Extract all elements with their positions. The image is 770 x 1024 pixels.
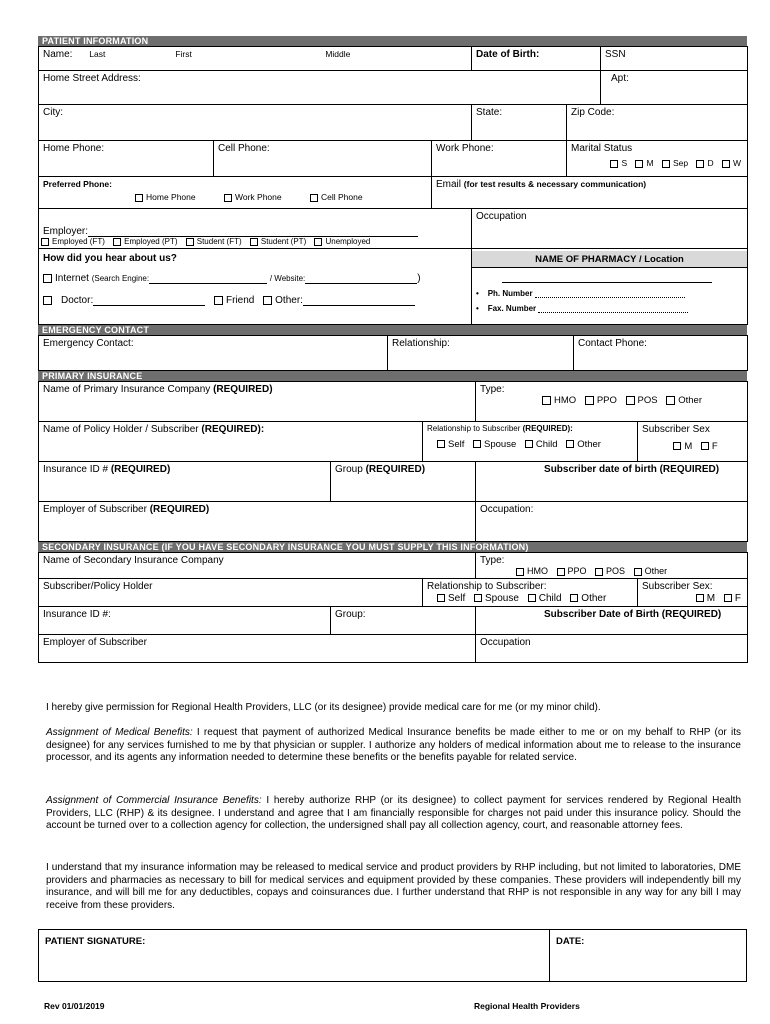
student-ft-checkbox[interactable] — [186, 238, 194, 246]
friend-checkbox[interactable] — [214, 296, 223, 305]
primary-sex-m-checkbox[interactable] — [673, 442, 681, 450]
pref-cell-label: Cell Phone — [321, 192, 363, 202]
commercial-benefits-text: I hereby authorize RHP (or its designee) to collect payment for services rendered by Regional Health Providers, LLC (RHP) & its designee. I understand and agree that I am financially responsible for charges not paid under this insurance policy. Should the account be turned over to a collection agency for collection, the undersigned shall pay all collection agency, court, and reasonable attorney fees. — [46, 795, 741, 831]
primary-type-field — [476, 382, 748, 422]
primary-child-checkbox[interactable] — [525, 440, 533, 448]
section-header-secondary: SECONDARY INSURANCE (IF YOU HAVE SECONDARY INSURANCE YOU MUST SUPPLY THIS INFORMATION) — [38, 542, 747, 552]
primary-ppo-checkbox[interactable] — [585, 396, 594, 405]
work-phone-label: Work Phone: — [436, 143, 494, 154]
relationship-label: Relationship: — [392, 338, 450, 349]
primary-pos-checkbox[interactable] — [626, 396, 635, 405]
state-field[interactable] — [472, 105, 567, 141]
patient-table — [38, 46, 748, 325]
secondary-type-field — [476, 553, 748, 579]
emp-ft-checkbox[interactable] — [41, 238, 49, 246]
doctor-label: Doctor: — [61, 295, 94, 306]
other-input[interactable] — [303, 305, 415, 306]
secondary-holder-label: Subscriber/Policy Holder — [43, 581, 153, 592]
ssn-field[interactable] — [601, 47, 748, 71]
primary-id-required: (REQUIRED) — [110, 464, 171, 475]
state-label: State: — [476, 107, 503, 118]
doctor-checkbox[interactable] — [43, 296, 52, 305]
primary-company-label: Name of Primary Insurance Company — [43, 384, 211, 395]
secondary-spouse-checkbox[interactable] — [474, 594, 482, 602]
city-label: City: — [43, 107, 63, 118]
internet-label: Internet — [55, 273, 89, 284]
marital-options — [571, 158, 743, 168]
apt-field[interactable] — [601, 71, 748, 105]
unemployed-checkbox[interactable] — [314, 238, 322, 246]
primary-holder-label: Name of Policy Holder / Subscriber — [43, 424, 199, 435]
secondary-group-label: Group: — [335, 609, 366, 620]
section-header-emergency: EMERGENCY CONTACT — [38, 325, 747, 335]
primary-sub-dob-label: Subscriber date of birth (REQUIRED) — [544, 464, 720, 475]
pref-work-checkbox[interactable] — [224, 194, 232, 202]
organization-footer: Regional Health Providers — [474, 1001, 580, 1011]
emp-ft-label: Employed (FT) — [52, 237, 105, 246]
pref-cell-checkbox[interactable] — [310, 194, 318, 202]
marital-s-checkbox[interactable] — [610, 160, 618, 168]
dob-label: Date of Birth: — [476, 49, 540, 60]
city-field[interactable] — [39, 105, 472, 141]
secondary-table — [38, 552, 748, 663]
primary-self-checkbox[interactable] — [437, 440, 445, 448]
secondary-sex-f-label: F — [734, 593, 741, 604]
home-phone-label: Home Phone: — [43, 143, 105, 154]
medical-benefits-title: Assignment of Medical Benefits: — [46, 727, 193, 738]
secondary-employer-label: Employer of Subscriber — [43, 637, 147, 648]
commercial-benefits-title: Assignment of Commercial Insurance Benefits: — [46, 795, 262, 806]
patient-signature-label: PATIENT SIGNATURE: — [45, 936, 146, 947]
friend-label: Friend — [226, 295, 255, 306]
primary-occupation-label: Occupation: — [480, 504, 534, 515]
pharmacy-phone-input[interactable] — [535, 297, 685, 298]
secondary-other-rel-checkbox[interactable] — [570, 594, 578, 602]
secondary-occupation-label: Occupation — [480, 637, 531, 648]
marital-sep-label: Sep — [672, 158, 689, 168]
signature-divider — [549, 930, 550, 981]
pref-home-checkbox[interactable] — [135, 194, 143, 202]
website-label: / Website: — [269, 274, 306, 283]
primary-id-label: Insurance ID # — [43, 464, 109, 475]
apt-label: Apt: — [611, 73, 629, 84]
secondary-group-field[interactable] — [331, 607, 476, 635]
secondary-sex-f-checkbox[interactable] — [724, 594, 732, 602]
referral-field — [39, 249, 472, 325]
secondary-company-label: Name of Secondary Insurance Company — [43, 555, 224, 566]
employer-field[interactable] — [39, 209, 472, 249]
secondary-other-rel-label: Other — [581, 593, 607, 604]
contact-phone-field[interactable] — [574, 336, 748, 371]
employer-label: Employer: — [43, 226, 89, 237]
middle-label: Middle — [325, 49, 351, 59]
secondary-type-label: Type: — [480, 555, 505, 566]
primary-group-field[interactable] — [331, 462, 476, 502]
other-label: Other: — [275, 295, 303, 306]
emergency-contact-field[interactable] — [39, 336, 388, 371]
primary-self-label: Self — [448, 439, 465, 450]
marital-w-label: W — [732, 158, 741, 168]
pharmacy-fax-row: • Fax. Number — [476, 304, 743, 313]
website-input[interactable] — [305, 283, 417, 284]
primary-employer-field[interactable] — [39, 502, 476, 542]
primary-hmo-label: HMO — [554, 395, 577, 406]
primary-company-required: (REQUIRED) — [213, 384, 273, 395]
marital-sep-checkbox[interactable] — [662, 160, 670, 168]
emergency-contact-label: Emergency Contact: — [43, 338, 134, 349]
cell-phone-label: Cell Phone: — [218, 143, 270, 154]
name-label: Name: — [43, 49, 73, 60]
street-label: Home Street Address: — [43, 73, 141, 84]
search-engine-input[interactable] — [149, 283, 267, 284]
secondary-sex-m-label: M — [706, 593, 716, 604]
cell-phone-field[interactable] — [214, 141, 432, 177]
student-ft-label: Student (FT) — [196, 237, 242, 246]
primary-hmo-checkbox[interactable] — [542, 396, 551, 405]
primary-child-label: Child — [535, 439, 558, 450]
marital-label: Marital Status — [571, 143, 633, 154]
primary-type-options — [480, 395, 743, 406]
commercial-benefits-paragraph — [46, 795, 741, 833]
secondary-occupation-field[interactable] — [476, 635, 748, 663]
contact-phone-label: Contact Phone: — [578, 338, 647, 349]
unemployed-label: Unemployed — [325, 237, 371, 246]
emp-pt-label: Employed (PT) — [124, 237, 178, 246]
primary-pos-label: POS — [637, 395, 658, 406]
section-header-patient: PATIENT INFORMATION — [38, 36, 747, 46]
section-header-primary: PRIMARY INSURANCE — [38, 371, 747, 381]
secondary-rel-options — [427, 593, 633, 604]
marital-s-label: S — [621, 158, 628, 168]
primary-id-field[interactable] — [39, 462, 331, 502]
secondary-employer-field[interactable] — [39, 635, 476, 663]
primary-sex-label: Subscriber Sex — [642, 424, 710, 435]
primary-ppo-label: PPO — [596, 395, 617, 406]
pharmacy-name-line[interactable] — [502, 282, 712, 283]
primary-rel-label: Relationship to Subscriber — [427, 424, 521, 433]
permission-paragraph: I hereby give permission for Regional Health Providers, LLC (or its designee) provide medical care for me (or my minor child). — [46, 702, 601, 713]
employment-options — [39, 237, 467, 246]
primary-relationship-field — [423, 422, 638, 462]
secondary-id-field[interactable] — [39, 607, 331, 635]
doctor-row — [43, 295, 467, 306]
work-phone-field[interactable] — [432, 141, 567, 177]
signature-box — [38, 929, 747, 982]
dob-field[interactable] — [472, 47, 601, 71]
emergency-table — [38, 335, 748, 371]
occupation-field[interactable] — [472, 209, 748, 249]
primary-spouse-checkbox[interactable] — [473, 440, 481, 448]
pharmacy-phone-label: Ph. Number — [487, 289, 533, 298]
primary-rel-options — [427, 439, 633, 450]
marital-d-checkbox[interactable] — [696, 160, 704, 168]
primary-sex-m-label: M — [684, 441, 693, 452]
student-pt-checkbox[interactable] — [250, 238, 258, 246]
secondary-company-field[interactable] — [39, 553, 476, 579]
name-field[interactable] — [39, 47, 472, 71]
pharmacy-title: NAME OF PHARMACY / Location — [472, 251, 747, 268]
primary-sex-field — [638, 422, 748, 462]
zip-field[interactable] — [567, 105, 748, 141]
primary-other-label: Other — [678, 395, 703, 406]
home-phone-field[interactable] — [39, 141, 214, 177]
primary-other-rel-label: Other — [577, 439, 601, 450]
secondary-id-label: Insurance ID #: — [43, 609, 111, 620]
primary-group-label: Group — [335, 464, 363, 475]
marital-d-label: D — [707, 158, 714, 168]
primary-employer-required: (REQUIRED) — [149, 504, 210, 515]
zip-label: Zip Code: — [571, 107, 615, 118]
pharmacy-field[interactable] — [472, 249, 748, 325]
primary-sub-dob-field[interactable] — [476, 462, 748, 502]
secondary-other-label: Other — [644, 566, 668, 576]
secondary-sex-label: Subscriber Sex: — [642, 581, 713, 592]
secondary-child-label: Child — [538, 593, 562, 604]
referral-question: How did you hear about us? — [43, 253, 177, 264]
pref-home-label: Home Phone — [146, 192, 196, 202]
email-label: Email — [436, 179, 462, 190]
signature-date-label: DATE: — [556, 936, 585, 947]
ssn-label: SSN — [605, 49, 626, 60]
primary-spouse-label: Spouse — [484, 439, 517, 450]
primary-holder-field[interactable] — [39, 422, 423, 462]
pharmacy-fax-label: Fax. Number — [487, 304, 537, 313]
primary-occupation-field[interactable] — [476, 502, 748, 542]
secondary-spouse-label: Spouse — [485, 593, 519, 604]
preferred-phone-options — [43, 192, 427, 202]
relationship-field[interactable] — [388, 336, 574, 371]
secondary-sub-dob-label: Subscriber Date of Birth (REQUIRED) — [544, 609, 722, 620]
occupation-label: Occupation — [476, 211, 527, 222]
secondary-child-checkbox[interactable] — [528, 594, 536, 602]
primary-sex-f-label: F — [711, 441, 718, 452]
primary-sex-options — [642, 441, 743, 452]
email-note: (for test results & necessary communication) — [463, 179, 647, 189]
student-pt-label: Student (PT) — [260, 237, 307, 246]
primary-holder-required: (REQUIRED): — [201, 424, 265, 435]
primary-sex-f-checkbox[interactable] — [701, 442, 709, 450]
preferred-phone-label: Preferred Phone: — [43, 179, 112, 189]
primary-other-checkbox[interactable] — [666, 396, 675, 405]
pharmacy-phone-row: • Ph. Number — [476, 289, 743, 298]
secondary-self-label: Self — [448, 593, 466, 604]
emp-pt-checkbox[interactable] — [113, 238, 121, 246]
marital-w-checkbox[interactable] — [722, 160, 730, 168]
secondary-sex-field — [638, 579, 748, 607]
pref-work-label: Work Phone — [235, 192, 282, 202]
employer-line — [43, 226, 467, 237]
secondary-sub-dob-field[interactable] — [476, 607, 748, 635]
search-engine-label: (Search Engine: — [91, 274, 150, 283]
secondary-sex-m-checkbox[interactable] — [696, 594, 704, 602]
primary-other-rel-checkbox[interactable] — [566, 440, 574, 448]
secondary-other-checkbox[interactable] — [634, 568, 642, 576]
release-paragraph: I understand that my insurance information may be released to medical service and product providers by RHP including, but not limited to laboratories, DME providers and pharmacies as necessary to bill for medical services and equipment provided by these companies. These providers will independently bill my insurance, and will bill me for any deductibles, copays and coinsurances due. I further understand that RHP is not responsible in any way for any bill I may receive from these providers. — [46, 862, 741, 911]
secondary-holder-field[interactable] — [39, 579, 423, 607]
marital-m-checkbox[interactable] — [635, 160, 643, 168]
primary-type-label: Type: — [480, 384, 505, 395]
other-checkbox[interactable] — [263, 296, 272, 305]
secondary-hmo-checkbox[interactable] — [516, 568, 524, 576]
secondary-type-options — [480, 566, 743, 576]
email-field[interactable] — [432, 177, 748, 209]
last-label: Last — [89, 49, 106, 59]
primary-company-field[interactable] — [39, 382, 476, 422]
first-label: First — [175, 49, 192, 59]
secondary-ppo-label: PPO — [567, 566, 587, 576]
street-field[interactable] — [39, 71, 601, 105]
preferred-phone-field — [39, 177, 432, 209]
secondary-pos-label: POS — [606, 566, 626, 576]
doctor-input[interactable] — [93, 305, 205, 306]
primary-table — [38, 381, 748, 542]
secondary-rel-label: Relationship to Subscriber: — [427, 581, 547, 592]
marital-status-field — [567, 141, 748, 177]
secondary-self-checkbox[interactable] — [437, 594, 445, 602]
secondary-hmo-label: HMO — [527, 566, 548, 576]
intake-form — [38, 36, 747, 663]
internet-close-paren: ) — [417, 273, 421, 284]
revision-label: Rev 01/01/2019 — [44, 1001, 105, 1011]
internet-row — [43, 273, 467, 284]
medical-benefits-text: I request that payment of authorized Medical Insurance benefits be made either to me or on my behalf to RHP (or its designee) for any services furnished to me by that physician or suppler. I authorize any holders of medical information about me to release to the insurance processor, and its agents any information needed to determine these benefits or the benefits payable for related service. — [46, 727, 741, 763]
marital-m-label: M — [646, 158, 654, 168]
secondary-sex-options — [642, 593, 743, 604]
secondary-ppo-checkbox[interactable] — [557, 568, 565, 576]
primary-group-required: (REQUIRED) — [365, 464, 426, 475]
primary-rel-required: (REQUIRED): — [522, 424, 573, 433]
pharmacy-fax-input[interactable] — [538, 312, 688, 313]
internet-checkbox[interactable] — [43, 274, 52, 283]
secondary-relationship-field — [423, 579, 638, 607]
primary-employer-label: Employer of Subscriber — [43, 504, 147, 515]
medical-benefits-paragraph — [46, 727, 741, 765]
secondary-pos-checkbox[interactable] — [595, 568, 603, 576]
